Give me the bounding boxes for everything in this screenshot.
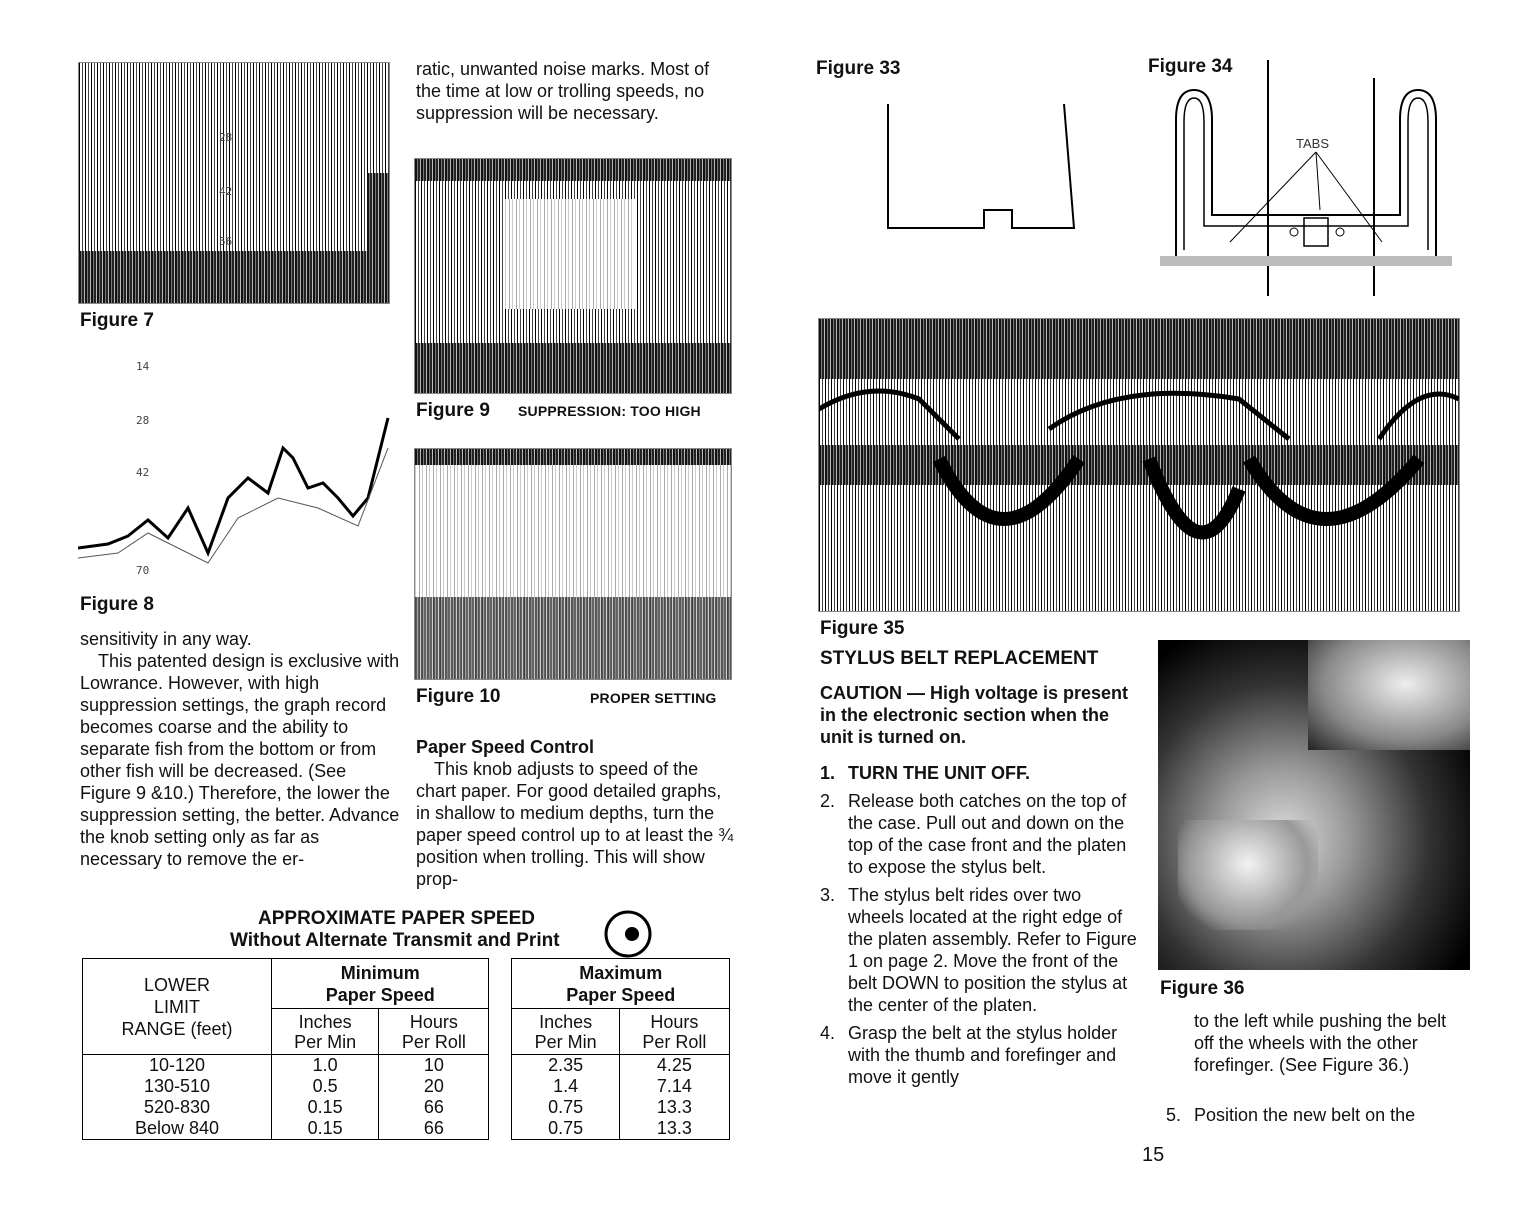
right-column-continued: to the left while pushing the belt off the wheels with the other forefinger. (See Figure 36.) bbox=[1194, 1011, 1447, 1075]
max-inches-cell: 2.35 bbox=[512, 1055, 619, 1077]
step-text: Grasp the belt at the stylus holder with the thumb and forefinger and move it gently bbox=[848, 1023, 1118, 1087]
list-item bbox=[820, 884, 1138, 1016]
max-header: Maximum Paper Speed bbox=[512, 959, 730, 1009]
gap bbox=[489, 959, 512, 1140]
max-hours-header: Hours Per Roll bbox=[619, 1009, 729, 1055]
step-number: 4. bbox=[820, 1023, 836, 1043]
max-hours-cell: 13.3 bbox=[619, 1097, 729, 1118]
min-hours-header: Hours Per Roll bbox=[379, 1009, 489, 1055]
logo-icon bbox=[594, 904, 654, 958]
figure-34-diagram bbox=[1160, 60, 1452, 296]
lower-limit-header: LOWER LIMIT RANGE (feet) bbox=[83, 959, 272, 1055]
steps-list bbox=[820, 762, 1138, 1094]
paper-speed-heading: Paper Speed Control bbox=[416, 737, 595, 757]
fig35-bottom-trace bbox=[819, 319, 1459, 611]
step-5-number: 5. bbox=[1166, 1105, 1182, 1125]
range-cell: Below 840 bbox=[83, 1118, 272, 1140]
table-row bbox=[83, 1118, 730, 1140]
paper-speed-text: This knob adjusts to speed of the chart paper. For good detailed graphs, in shallow to medium depths, turn the paper speed control up to at least the ¾ position when trolling. This will show prop- bbox=[416, 759, 734, 889]
list-item bbox=[820, 790, 1138, 878]
max-inches-header: Inches Per Min bbox=[512, 1009, 619, 1055]
step-text: TURN THE UNIT OFF. bbox=[848, 763, 1030, 783]
max-inches-cell: 0.75 bbox=[512, 1097, 619, 1118]
min-hours-cell: 66 bbox=[379, 1097, 489, 1118]
figure-36-caption: Figure 36 bbox=[1160, 978, 1245, 999]
fig8-scale-14: 14 bbox=[136, 360, 150, 373]
table-row bbox=[83, 1076, 730, 1097]
min-inches-cell: 0.5 bbox=[272, 1076, 379, 1097]
section-heading: STYLUS BELT REPLACEMENT bbox=[820, 648, 1099, 669]
figure-35-caption: Figure 35 bbox=[820, 618, 905, 639]
watermark-logo bbox=[594, 904, 654, 958]
fig8-scale-70: 70 bbox=[136, 564, 150, 577]
figure-8-caption: Figure 8 bbox=[80, 594, 154, 615]
figure-34-caption: Figure 34 bbox=[1148, 56, 1233, 77]
max-inches-cell: 0.75 bbox=[512, 1118, 619, 1140]
figure-33-caption: Figure 33 bbox=[816, 58, 901, 79]
fig7-scale-42: 42 bbox=[219, 185, 233, 198]
page-number: 15 bbox=[1142, 1144, 1165, 1166]
step-text: Release both catches on the top of the case. Pull out and down on the top of the case front and the platen to expose the stylus belt. bbox=[848, 791, 1127, 877]
figure-35-chart bbox=[818, 318, 1460, 612]
figure-8-chart bbox=[78, 348, 390, 590]
min-inches-cell: 0.15 bbox=[272, 1118, 379, 1140]
figure-33-diagram bbox=[870, 96, 1090, 246]
min-inches-cell: 0.15 bbox=[272, 1097, 379, 1118]
paragraph: sensitivity in any way. bbox=[80, 629, 252, 649]
figure-7-caption: Figure 7 bbox=[80, 310, 154, 331]
fig8-scale-42: 42 bbox=[136, 466, 150, 479]
step-text: The stylus belt rides over two wheels located at the right edge of the platen assembly. Refer to Figure 1 on page 2. Move the front of the belt DOWN to position the stylus at the center of the platen. bbox=[848, 885, 1137, 1015]
fig7-scale-56: 56 bbox=[219, 235, 233, 248]
paper-speed-table bbox=[82, 958, 730, 1140]
figure-34-tabs-label: TABS bbox=[1296, 136, 1329, 151]
range-cell: 130-510 bbox=[83, 1076, 272, 1097]
fig8-scale-28: 28 bbox=[136, 414, 150, 427]
max-hours-cell: 7.14 bbox=[619, 1076, 729, 1097]
list-item bbox=[820, 1022, 1138, 1088]
max-hours-cell: 13.3 bbox=[619, 1118, 729, 1140]
step-5-text: Position the new belt on the bbox=[1194, 1105, 1416, 1125]
figure-10-subcaption: PROPER SETTING bbox=[590, 690, 717, 706]
step-number: 2. bbox=[820, 791, 836, 811]
step-number: 1. bbox=[820, 763, 836, 783]
middle-intro-text: ratic, unwanted noise marks. Most of the time at low or trolling speeds, no suppression will be necessary. bbox=[416, 59, 710, 123]
min-hours-cell: 20 bbox=[379, 1076, 489, 1097]
range-cell: 10-120 bbox=[83, 1055, 272, 1077]
fig8-trace bbox=[78, 348, 390, 590]
figure-9-chart bbox=[414, 158, 732, 394]
fig7-scale-28: 28 bbox=[219, 131, 233, 144]
max-inches-cell: 1.4 bbox=[512, 1076, 619, 1097]
min-inches-cell: 1.0 bbox=[272, 1055, 379, 1077]
min-hours-cell: 66 bbox=[379, 1118, 489, 1140]
paragraph: This patented design is exclusive with Lowrance. However, with high suppression settings, the graph record becomes coarse and the ability to separate fish from the bottom or from other fish will be decreased. (See Figure 9 &10.) Therefore, the lower the suppression setting, the better. Advance the knob setting only as far as necessary to remove the er- bbox=[80, 651, 400, 869]
paper-speed-section bbox=[416, 736, 734, 890]
min-header: Minimum Paper Speed bbox=[272, 959, 489, 1009]
min-hours-cell: 10 bbox=[379, 1055, 489, 1077]
table-row bbox=[83, 1097, 730, 1118]
figure-10-chart bbox=[414, 448, 732, 680]
min-inches-header: Inches Per Min bbox=[272, 1009, 379, 1055]
list-item bbox=[820, 762, 1138, 784]
figure-9-caption: Figure 9 bbox=[416, 400, 490, 421]
left-column-text bbox=[80, 628, 400, 870]
figure-10-caption: Figure 10 bbox=[416, 686, 501, 707]
table-subtitle: Without Alternate Transmit and Print bbox=[230, 930, 560, 951]
step-number: 3. bbox=[820, 885, 836, 905]
max-hours-cell: 4.25 bbox=[619, 1055, 729, 1077]
caution-text: CAUTION — High voltage is present in the electronic section when the unit is turned on. bbox=[820, 683, 1129, 747]
table-title: APPROXIMATE PAPER SPEED bbox=[258, 908, 535, 929]
figure-7-chart bbox=[78, 62, 390, 304]
range-cell: 520-830 bbox=[83, 1097, 272, 1118]
figure-36-photo bbox=[1158, 640, 1470, 970]
table-row bbox=[83, 1055, 730, 1077]
figure-9-subcaption: SUPPRESSION: TOO HIGH bbox=[518, 403, 701, 419]
